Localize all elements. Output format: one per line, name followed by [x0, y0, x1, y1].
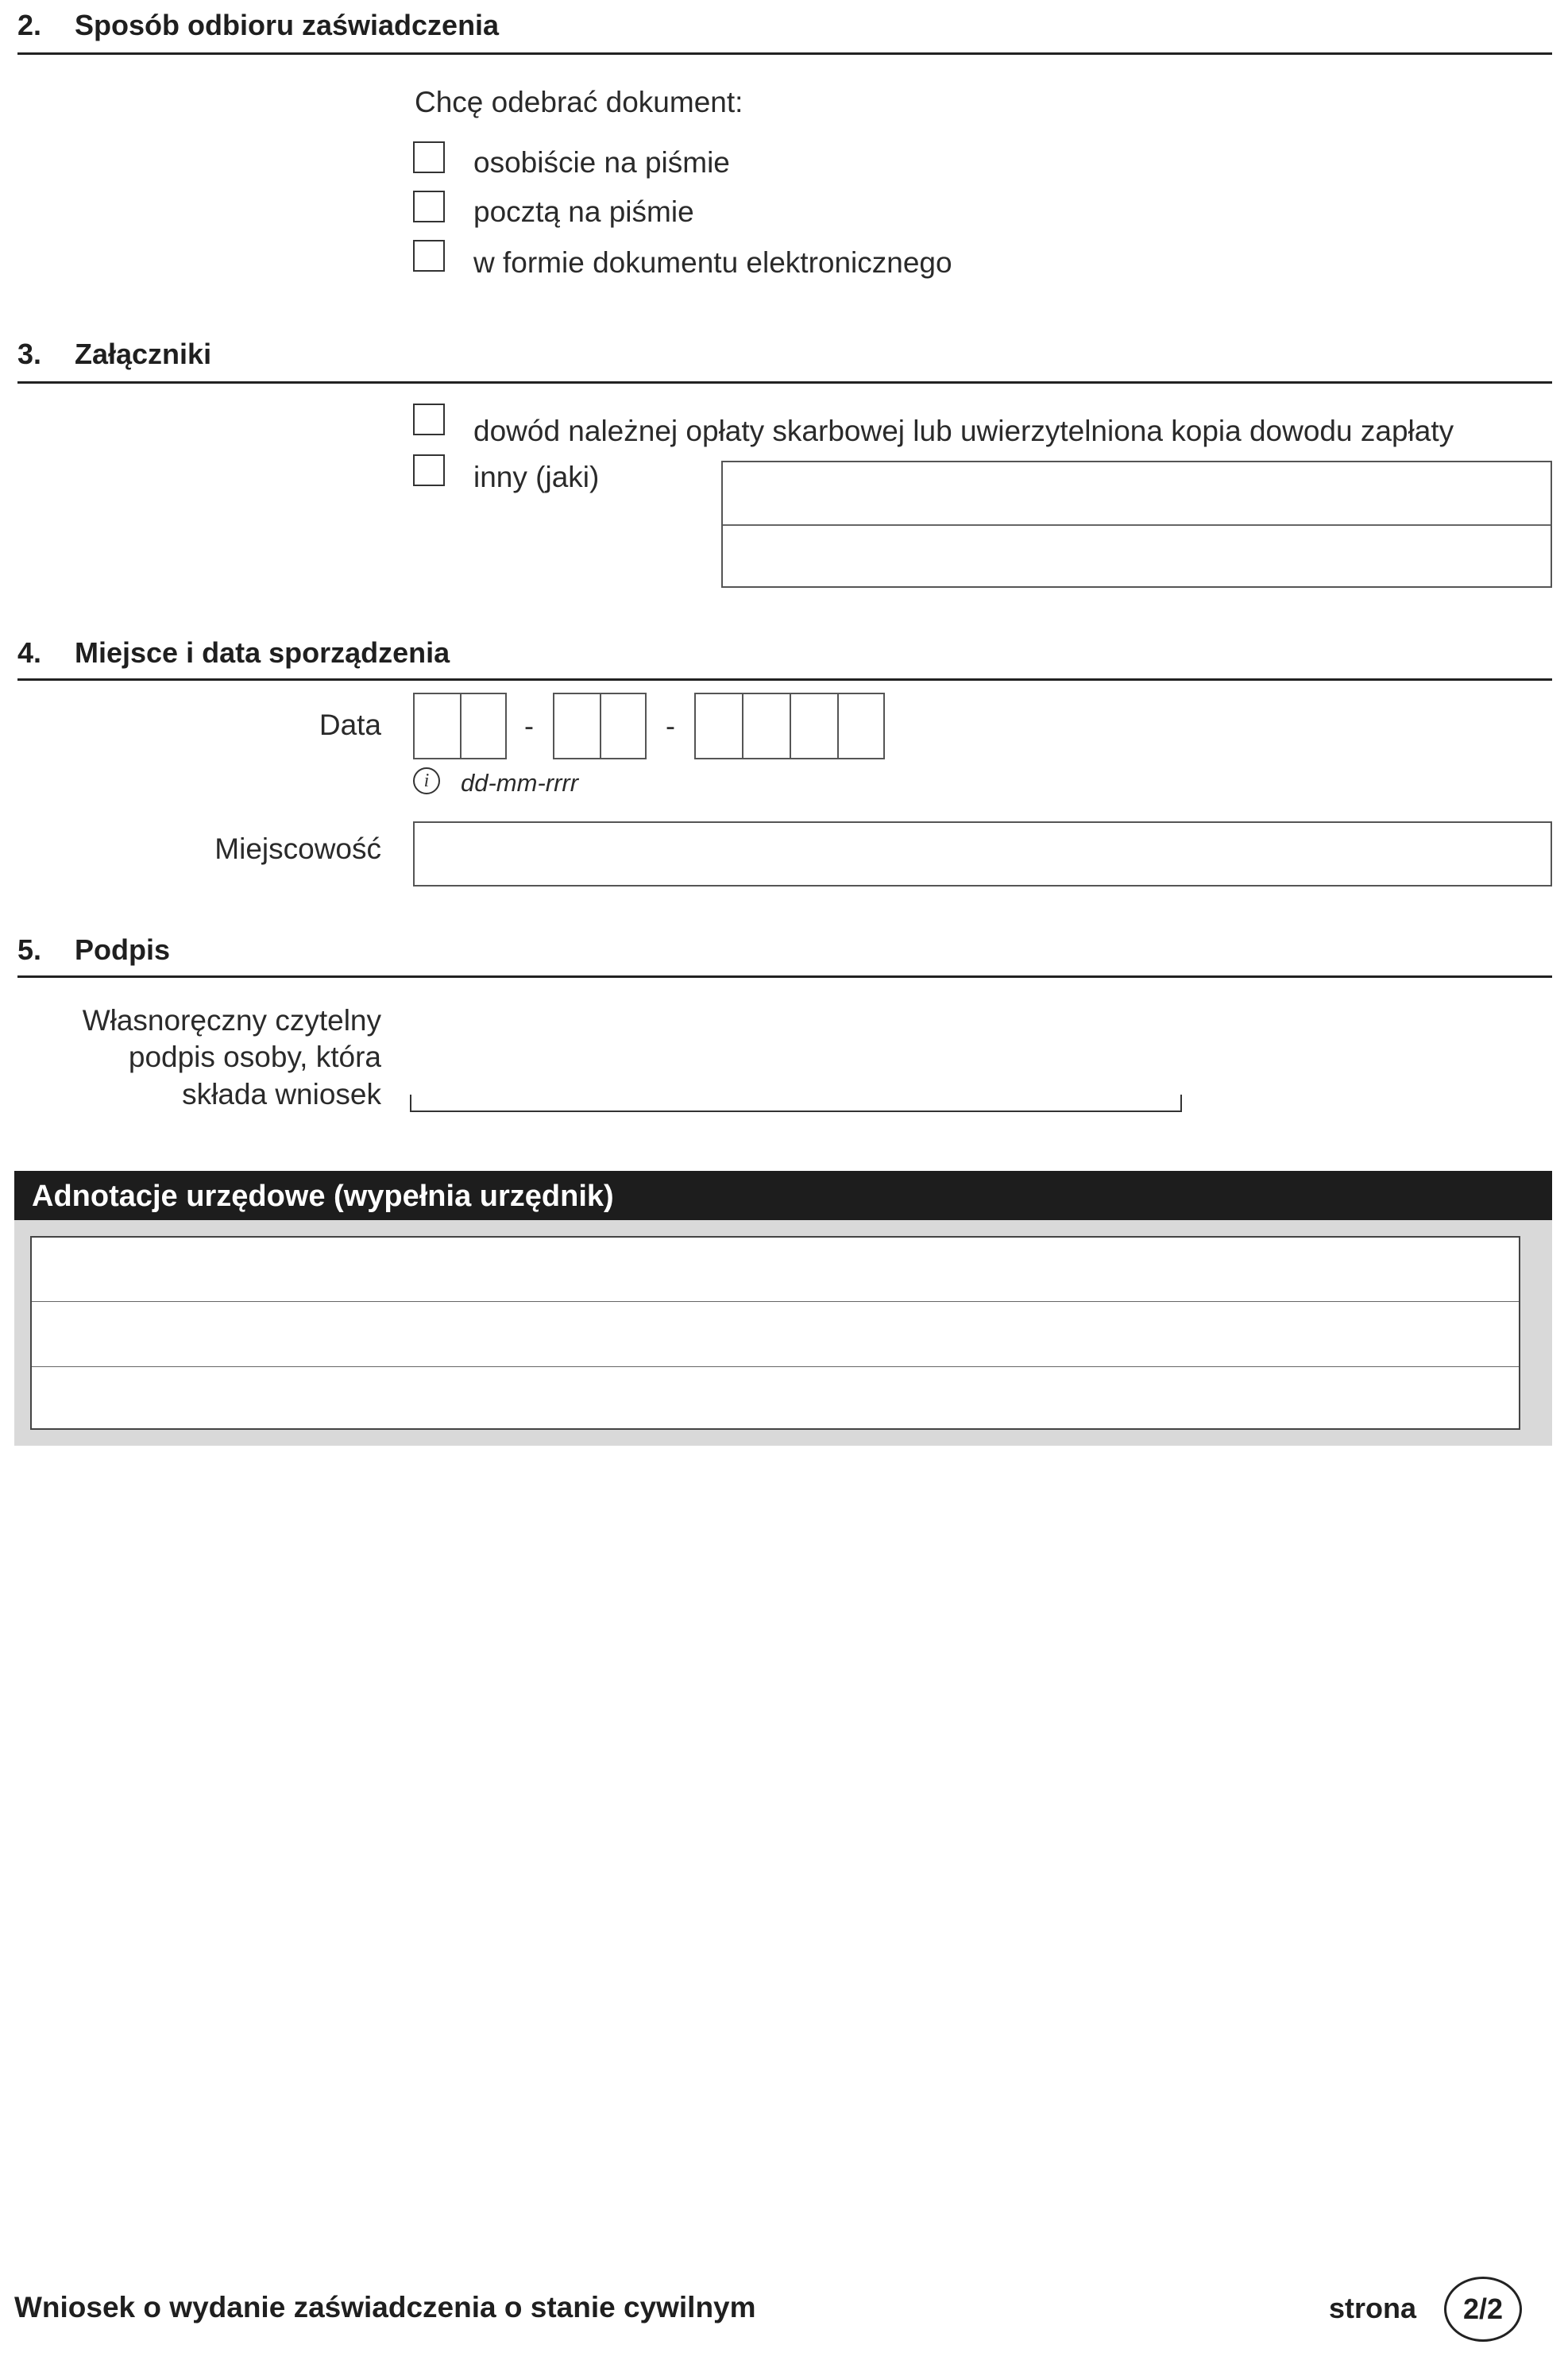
date-separator-2: -	[666, 709, 675, 742]
section-2-title: Sposób odbioru zaświadczenia	[75, 9, 500, 41]
place-label: Miejscowość	[214, 832, 381, 865]
signature-label-line-3: składa wniosek	[182, 1077, 381, 1111]
date-day-field[interactable]	[413, 693, 507, 759]
signature-label-line-2: podpis osoby, która	[128, 1041, 381, 1074]
annotations-row-divider	[32, 1366, 1519, 1367]
section-2-heading	[17, 11, 1552, 40]
section-2-rule	[17, 52, 1552, 55]
annotations-title: Adnotacje urzędowe (wypełnia urzędnik)	[32, 1180, 614, 1213]
signature-field[interactable]	[410, 1095, 1182, 1112]
date-cell-divider	[790, 694, 791, 758]
section-3-heading	[17, 340, 1552, 369]
date-cell-divider	[460, 694, 462, 758]
checkbox-electronic[interactable]	[413, 240, 445, 272]
footer-page-label: strona	[1329, 2292, 1417, 2324]
signature-label	[83, 1002, 381, 1113]
checkbox-by-mail[interactable]	[413, 191, 445, 222]
checkbox-fee-proof[interactable]	[413, 404, 445, 435]
section-4-title: Miejsce i data sporządzenia	[75, 636, 450, 669]
option-fee-proof-label: dowód należnej opłaty skarbowej lub uwierzytelniona kopia dowodu zapłaty	[473, 415, 1454, 447]
checkbox-in-person[interactable]	[413, 141, 445, 173]
section-5-title: Podpis	[75, 933, 171, 966]
section-3-title: Załączniki	[75, 338, 212, 370]
section-5-number: 5.	[17, 933, 42, 966]
annotations-field[interactable]	[30, 1236, 1520, 1430]
checkbox-other-attachment[interactable]	[413, 454, 445, 486]
date-label: Data	[319, 709, 381, 741]
signature-label-line-1: Własnoręczny czytelny	[82, 1004, 381, 1037]
page-number-badge: 2/2	[1444, 2277, 1522, 2342]
section-3-number: 3.	[17, 338, 42, 370]
date-format-hint: dd-mm-rrrr	[461, 769, 579, 797]
date-separator-1: -	[524, 709, 534, 742]
section-4-heading	[17, 636, 1552, 669]
other-attachment-line-divider	[723, 524, 1551, 526]
option-by-mail-label: pocztą na piśmie	[473, 195, 694, 228]
footer-form-title: Wniosek o wydanie zaświadczenia o stanie cywilnym	[14, 2291, 756, 2323]
date-year-field[interactable]	[694, 693, 885, 759]
date-cell-divider	[837, 694, 839, 758]
option-electronic-label: w formie dokumentu elektronicznego	[473, 246, 952, 279]
option-in-person-label: osobiście na piśmie	[473, 146, 730, 179]
date-cell-divider	[600, 694, 601, 758]
section-4-rule	[17, 678, 1552, 681]
section-4-number: 4.	[17, 636, 42, 669]
place-field[interactable]	[413, 821, 1552, 886]
option-other-label: inny (jaki)	[473, 461, 600, 493]
date-month-field[interactable]	[553, 693, 647, 759]
section-5-rule	[17, 975, 1552, 978]
section-3-rule	[17, 381, 1552, 384]
section-5-heading	[17, 933, 1552, 966]
date-cell-divider	[742, 694, 743, 758]
delivery-prompt: Chcę odebrać dokument:	[415, 86, 743, 118]
info-icon: i	[413, 767, 440, 794]
section-2-number: 2.	[17, 9, 42, 41]
annotations-row-divider	[32, 1301, 1519, 1302]
other-attachment-field[interactable]	[721, 461, 1552, 588]
